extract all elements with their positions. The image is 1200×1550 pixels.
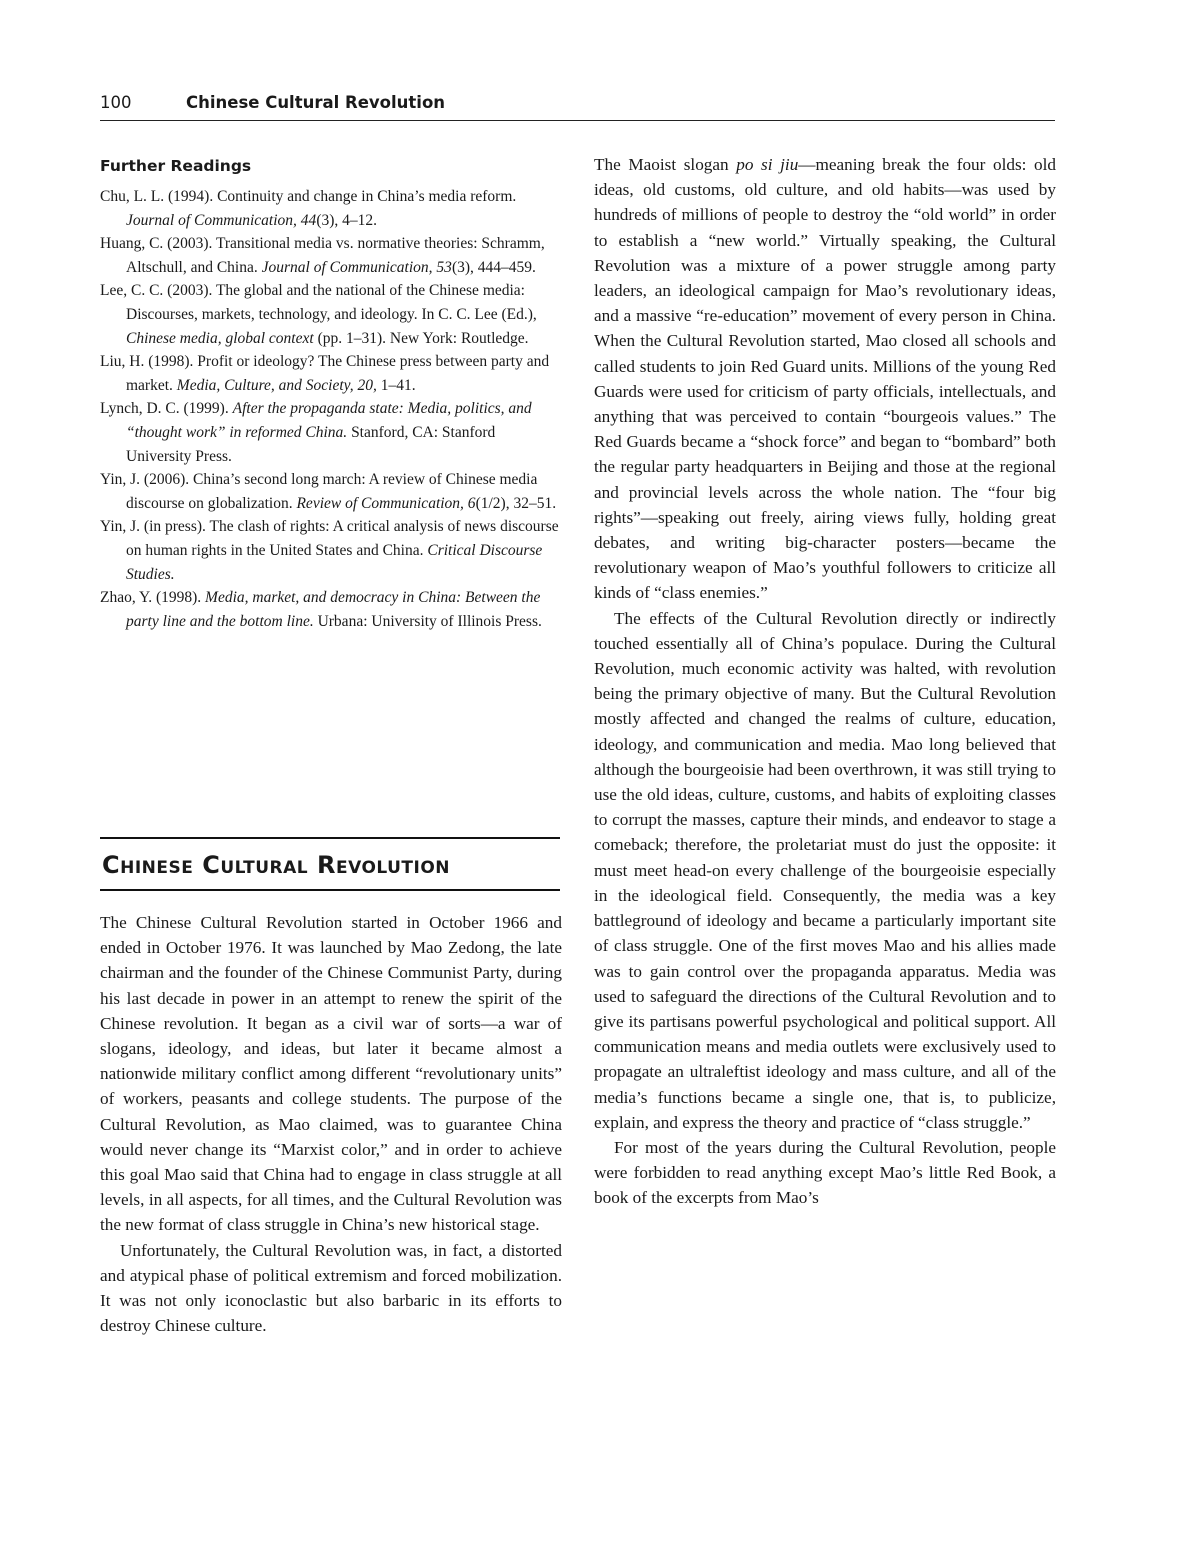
paragraph: Unfortunately, the Cultural Revolution was, in fact, a distorted and atypical phase of political extremism and forced mobilization. It was not only iconoclastic but also barbaric in its efforts to destroy Chinese culture. bbox=[100, 1240, 562, 1336]
paragraph: The Maoist slogan po si jiu—meaning break the four olds: old ideas, old customs, old culture, and old habits—was used by hundreds of millions of people to destroy the “old world” in order to establish a “new world.” Virtually speaking, the Cultural Revolution was a mixture of a power struggle among party leaders, an ideological campaign for Mao’s revolutionary ideas, and a massive “re-education” movement of every person in China. When the Cultural Revolution started, Mao closed all schools and called students to join Red Guard units. Millions of the young Red Guards were used for criticism of party officials, intellectuals, and anything that was perceived to contain “bourgeois values.” The Red Guards became a “shock force” and began to “bombard” both the regular party headquarters in Beijing and those at the regional and provincial levels across the whole nation. The “four big rights”—speaking out freely, airing views fully, holding great debates, and writing big-character posters—became the revolutionary weapon of Mao’s youthful followers to criticize all kinds of “class enemies.” bbox=[594, 155, 1057, 603]
paragraph: The Chinese Cultural Revolution started in October 1966 and ended in October 1976. It was launched by Mao Zedong, the late chairman and the founder of the Chinese Communist Party, during his last decade in power in an attempt to renew the spirit of the Chinese revolution. It began as a civil war of sorts—a war of slogans, ideology, and ideas, but later it became almost a nationwide military conflict among different “revolutionary units” of workers, peasants and college students. The purpose of the Cultural Revolution, as Mao claimed, was to guarantee China would never change its “Marxist color,” and in order to achieve this goal Mao said that China had to engage in class struggle at all levels, in all aspects, for all times, and the Cultural Revolution was the new format of class struggle in China’s new historical stage. bbox=[100, 913, 562, 1235]
reference-item: Lynch, D. C. (1999). After the propaganda state: Media, politics, and “thought work” in reformed China. Stanford, CA: Stanford University Press. bbox=[100, 400, 532, 465]
paragraph: The effects of the Cultural Revolution directly or indirectly touched essentially all of China’s populace. During the Cultural Revolution, much economic activity was halted, with revolution being the primary objective of many. But the Cultural Revolution mostly affected and changed the realms of culture, education, ideology, and communication and media. Mao long believed that although the bourgeoisie had been overthrown, it was still trying to use the old ideas, culture, customs, and habits of exploiting classes to corrupt the masses, capture their minds, and endeavor to stage a comeback; therefore, the proletariat must do just the opposite: it must meet head-on every challenge of the bourgeoisie especially in the ideological field. Consequently, the media was a key battleground of ideology and became a particularly important site of class struggle. One of the first moves Mao and his allies made was to gain control over the propaganda apparatus. Media was used to safeguard the directions of the Cultural Revolution and to give its partisans powerful psychological and political support. All communication means and media outlets were exclusively used to propagate an ultraleftist ideology and mass culture, and all of the media’s functions became a single one, that is, to publicize, explain, and express the theory and practice of “class struggle.” bbox=[594, 608, 1056, 1132]
article-body-left bbox=[100, 910, 562, 1338]
section-title-rule bbox=[100, 837, 560, 891]
reference-item: Lee, C. C. (2003). The global and the national of the Chinese media: Discourses, markets, technology, and ideology. In C. C. Lee (Ed.), Chinese media, global context (pp. 1–31). New York: Routledge. bbox=[100, 282, 537, 347]
reference-item: Liu, H. (1998). Profit or ideology? The Chinese press between party and market. Media, Culture, and Society, 20, 1–41. bbox=[100, 353, 550, 394]
running-title: Chinese Cultural Revolution bbox=[186, 93, 446, 112]
page-number: 100 bbox=[100, 93, 132, 112]
reference-list bbox=[100, 185, 562, 633]
running-header bbox=[100, 90, 1055, 121]
foreign-term: po si jiu bbox=[736, 155, 799, 174]
reference-item: Chu, L. L. (1994). Continuity and change in China’s media reform. Journal of Communication, 44(3), 4–12. bbox=[100, 188, 517, 229]
article-body-right bbox=[594, 152, 1056, 1211]
reference-item: Yin, J. (2006). China’s second long march: A review of Chinese media discourse on globalization. Review of Communication, 6(1/2), 32–51. bbox=[100, 471, 557, 512]
reference-item: Zhao, Y. (1998). Media, market, and democracy in China: Between the party line and the bottom line. Urbana: University of Illinois Press. bbox=[100, 589, 542, 630]
section-title: Chinese Cultural Revolution bbox=[102, 851, 451, 879]
paragraph: For most of the years during the Cultural Revolution, people were forbidden to read anything except Mao’s little Red Book, a book of the excerpts from Mao’s bbox=[594, 1137, 1056, 1208]
further-readings bbox=[100, 152, 562, 633]
reference-item: Yin, J. (in press). The clash of rights: A critical analysis of news discourse on human rights in the United States and China. Critical Discourse Studies. bbox=[100, 518, 559, 583]
further-readings-heading: Further Readings bbox=[100, 157, 252, 175]
reference-item: Huang, C. (2003). Transitional media vs. normative theories: Schramm, Altschull, and China. Journal of Communication, 53(3), 444–459. bbox=[100, 235, 545, 276]
